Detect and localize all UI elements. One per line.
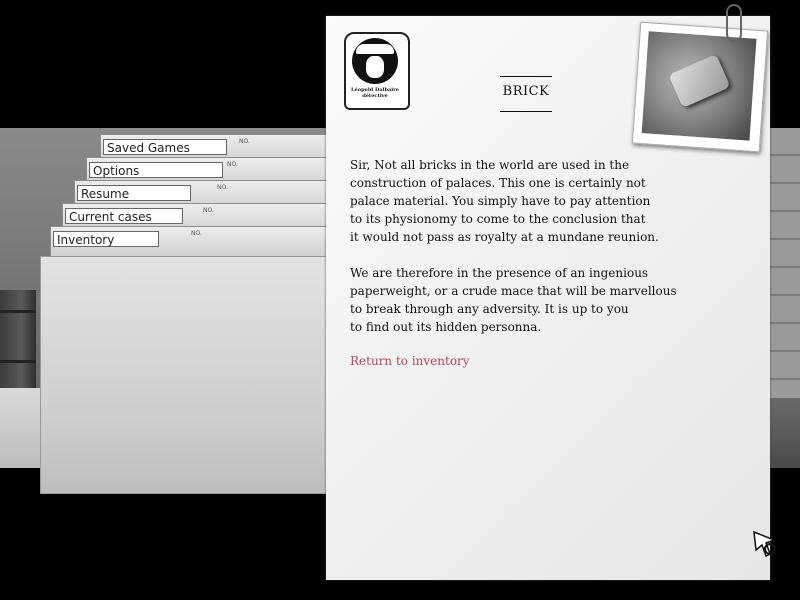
item-title: BRICK xyxy=(502,84,550,99)
detective-stamp-logo xyxy=(344,32,410,110)
tab-label-resume[interactable]: Resume xyxy=(77,185,191,201)
return-to-inventory-link[interactable]: Return to inventory xyxy=(350,354,470,368)
tab-label-current-cases[interactable]: Current cases xyxy=(65,208,183,224)
detective-portrait-icon xyxy=(352,38,398,84)
folder-menu xyxy=(40,128,330,494)
magnifier-hand-cursor-icon xyxy=(752,530,780,558)
paperclip-icon xyxy=(726,4,742,42)
wall-shadow xyxy=(770,398,800,468)
title-rule xyxy=(500,76,552,77)
stamp-name-line2: détective xyxy=(362,93,388,99)
tab-no: NO. xyxy=(191,230,202,237)
brick-image xyxy=(668,54,730,108)
tab-no: NO. xyxy=(239,138,250,145)
title-rule xyxy=(500,111,552,112)
tab-no: NO. xyxy=(227,161,238,168)
tab-label-saved-games[interactable]: Saved Games xyxy=(103,139,227,155)
description-paragraph-2: We are therefore in the presence of an ingenious paperweight, or a crude mace that will be marvellous to break through any adversity. It is up to you to find out its hidden personna. xyxy=(350,266,677,334)
folder-body xyxy=(40,256,330,494)
description-paragraph-1: Sir, Not all bricks in the world are used in the construction of palaces. This one is certainly not palace material. You simply have to pay attention to its physionomy to come to the conclusion that it would not pass as royalty at a mundane reunion. xyxy=(350,158,659,244)
stamp-name xyxy=(348,87,402,99)
tab-label-options[interactable]: Options xyxy=(89,162,223,178)
tab-no: NO. xyxy=(217,184,228,191)
tab-label-inventory[interactable]: Inventory xyxy=(53,231,159,247)
stamp-name-line1: Léopold Dalbaire xyxy=(351,87,399,93)
note-paper xyxy=(326,16,770,580)
item-photo xyxy=(632,22,768,153)
photo-image xyxy=(642,31,757,140)
tab-inventory[interactable] xyxy=(50,226,332,257)
tab-no: NO. xyxy=(203,207,214,214)
